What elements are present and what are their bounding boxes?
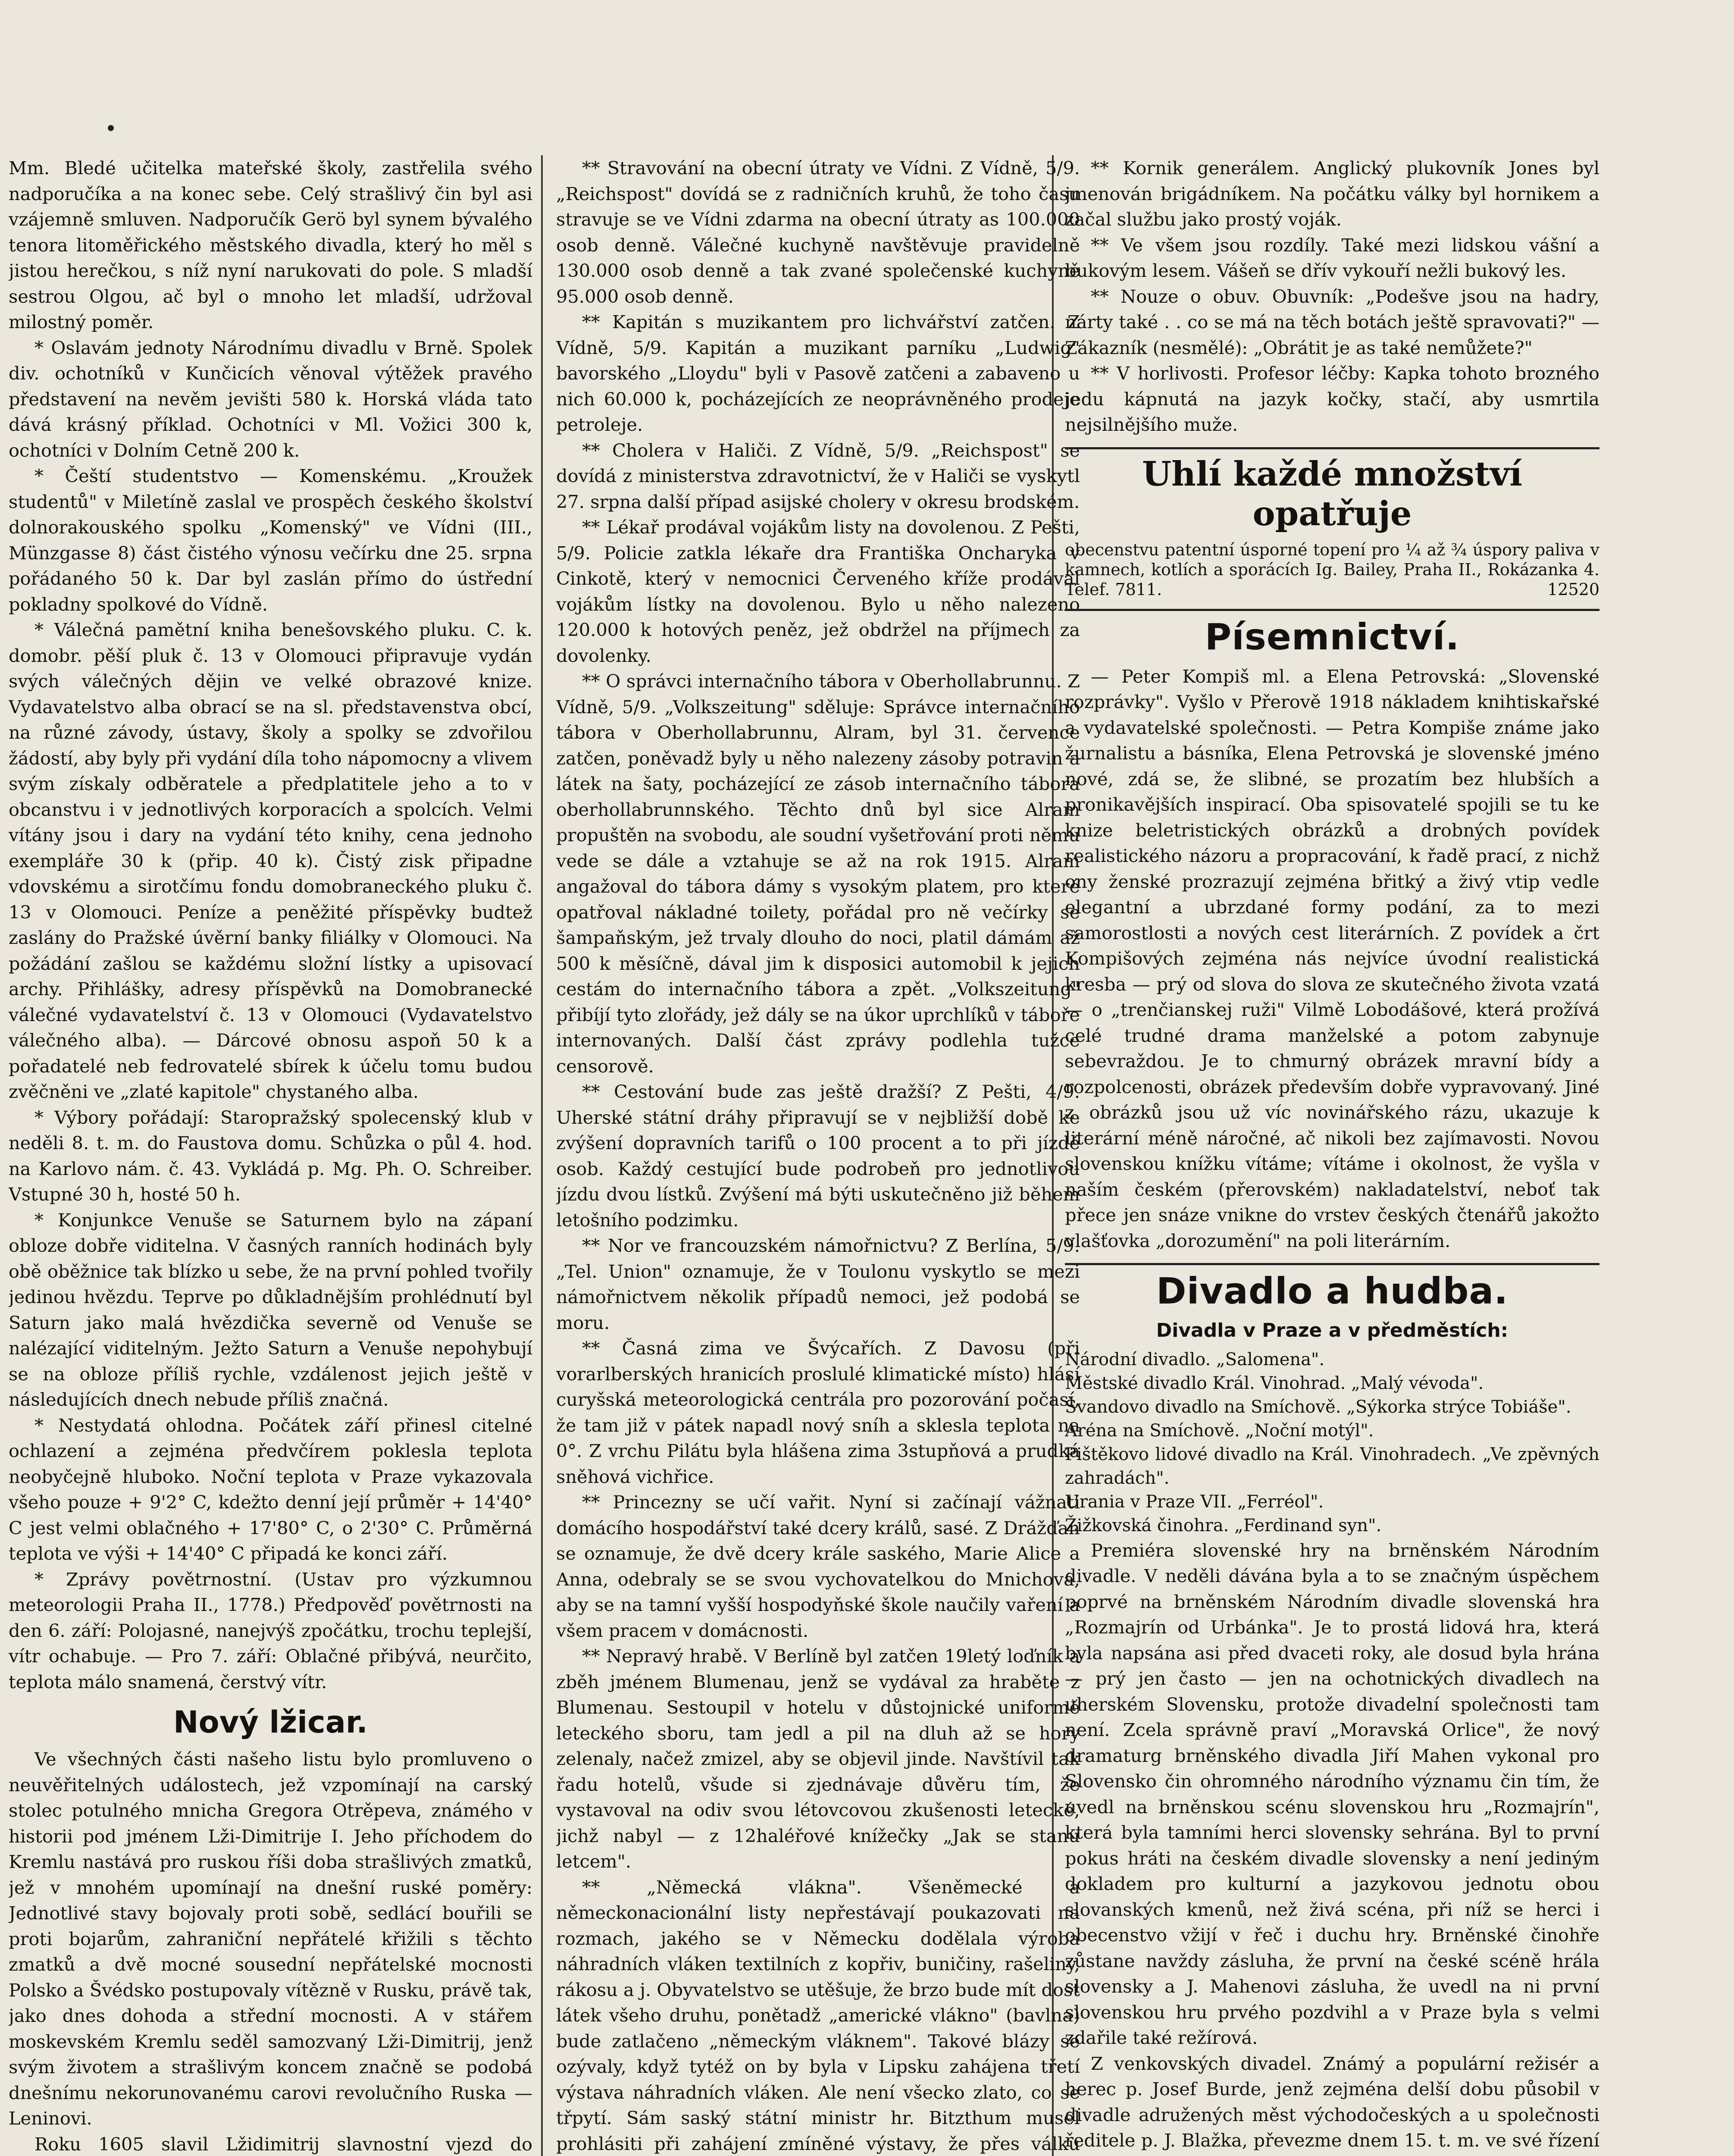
program-item: Urania v Praze VII. „Ferréol". bbox=[1065, 1492, 1324, 1512]
review-paragraph: — Peter Kompiš ml. a Elena Petrovská: „Slovenské rozprávky". Vyšlo v Přerově 1918 nákladem knihtiskařské a vydavatelské společnosti. — Petra Kompiše známe jako žurnalistu a básníka, Elena Petrovská je slovenské jméno nové, zdá se, že slibné, se prozatím bez hlubších a pronikavějších inspirací. Oba spisovatelé spojili se tu ke knize beletristických obrázků a drobných povídek realistického názoru a propracování, k řadě prací, z nichž ony ženské prozrazují zejména břitký a živý vtip vedle elegantní a ubrzdané formy podání, za to mezi samorostlosti a nových cest literárních. Z povídek a črt Kompišových zejména nás nejvíce úvodní realistická kresba — prý od slova do slova ze skutečného života vzatá — o „trenčianskej ruži" Vilmě Lobodášové, která prožívá celé trudné drama manželské a potom zabynuje sebevraždou. Je to chmurný obrázek mravní bídy a rozpolcenosti, obrázek především dobře vypravovaný. Jiné z obrázků jsou už víc novinářského rázu, ukazuje k literární méně náročné, ač nikoli bez zajímavosti. Novou slovenskou knížku vítáme; vítáme i okolnost, že vyšla v naším českém (přerovském) nakladatelství, neboť tak přece jen snáze vnikne do vrstev českých čtenářů jakožto vlašťovka „dorozumění" na poli literárním. bbox=[1065, 665, 1599, 1251]
news-item: * Nestydatá ohlodna. Počátek září přinesl citelné ochlazení a zejména předvčírem poklesla teplota neobyčejně hluboko. Noční teplota v Praze vykazovala všeho pouze + 9'2° C, kdežto denní její průměr + 14'40° C jest velmi oblačného + 17'80° C, o 2'30° C. Průměrná teplota ve výši + 14'40° C připadá ke konci září. bbox=[9, 1414, 532, 1564]
column-right bbox=[1065, 155, 1599, 2156]
news-item: ** O správci internačního tábora v Oberhollabrunnu. Z Vídně, 5/9. „Volkszeitung" sděluje: Správce internačního tábora v Oberhollabrunnu, Alram, byl 31. července zatčen, poněvadž byly u něho nalezeny zásoby potravin a látek na šaty, pocházející ze zásob internačního tábora oberhollabrunnského. Těchto dnů byl sice Alram propuštěn na svobodu, ale soudní vyšetřování proti němu vede se dále a vztahuje se až na rok 1915. Alram angažoval do tábora dámy s vysokým platem, pro které opatřoval nákladné toilety, pořádal pro ně večírky se šampaňským, jež trvaly dlouho do noci, platil dámám až 500 k měsíčně, dával jim k disposici automobil k jejich cestám do internačního tábora a zpět. „Volkszeitung" přibíjí tyto zlořády, jež dály se na úkor uprchlíků v táboře internovaných. Další část zprávy podlehla tužce censorově. bbox=[556, 671, 1080, 1077]
news-item: * Výbory pořádají: Staropražský spolecenský klub v neděli 8. t. m. do Faustova domu. Schůzka o půl 4. hod. na Karlovo nám. č. 43. Vykládá p. Mg. Ph. O. Schreiber. Vstupné 30 h, hosté 50 h. bbox=[9, 1106, 532, 1205]
article-paragraph: Roku 1605 slavil Lžidimitrij slavnostní vjezd do bbox=[34, 2133, 532, 2155]
news-item: ** Kornik generálem. Anglický plukovník Jones byl jmenován brigádníkem. Na počátku války byl hornikem a začal službu jako prostý voják. bbox=[1065, 157, 1599, 230]
news-item: ** Kapitán s muzikantem pro lichvářství zatčen. Z Vídně, 5/9. Kapitán a muzikant parníku „Ludwig" bavorského „Lloydu" byli v Pasově zatčeni a zabaveno u nich 60.000 k, pocházejících ze neoprávněného prodeje petroleje. bbox=[556, 311, 1080, 435]
news-item: * Válečná pamětní kniha benešovského pluku. C. k. domobr. pěší pluk č. 13 v Olomouci připravuje vydán svých válečných dějin ve velké obrazové knize. Vydavatelstvo alba obrací se na sl. představenstva obcí, na různé závody, ústavy, školy a spolky se zdvořilou žádostí, aby byly při vydání díla toho nápomocny a vlivem svým získaly odběratele a předplatitele jeho a to v obcanstvu i v jednotlivých korporacích a spolcích. Velmi vítány jsou i dary na vydání této knihy, cena jednoho exempláře 30 k (přip. 40 k). Čistý zisk připadne vdovskému a sirotčímu fondu domobraneckého pluku č. 13 v Olomouci. Peníze a peněžité příspěvky budtež zaslány do Pražské úvěrní banky filiálky v Olomouci. Na požádání zašlou se každému složní lístky a upisovací archy. Přihlášky, adresy příspěvků na Domobranecké válečné vydavatelství č. 13 v Olomouci (Vydavatelstvo válečného alba). — Dárcové obnosu aspoň 50 k a pořadatelé neb fedrovatelé sbírek k účelu tomu budou zvěčněni ve „zlaté kapitole" chystaného alba. bbox=[9, 619, 532, 1102]
program-item: Švandovo divadlo na Smíchově. „Sýkorka strýce Tobiáše". bbox=[1065, 1397, 1571, 1417]
column-middle bbox=[556, 155, 1080, 2156]
column-left bbox=[9, 155, 532, 2156]
news-item: ** Princezny se učí vařit. Nyní si začínají vážnati domácího hospodářství také dcery králů, sasé. Z Drážďan se oznamuje, že dvě dcery krále saského, Marie Alice a Anna, odebraly se se svou vychovatelkou do Mnichova, aby se na tamní vyšší hospodyňské škole naučily vaření a všem pracem v domácnosti. bbox=[556, 1492, 1080, 1641]
article-heading: Nový lžicar. bbox=[173, 1705, 368, 1740]
print-speck bbox=[108, 125, 114, 131]
program-item: Pištěkovo lidové divadlo na Král. Vinohradech. „Ve zpěvných zahradách". bbox=[1065, 1444, 1599, 1488]
advertisement-title: Uhlí každé množství opatřuje bbox=[1065, 447, 1599, 534]
news-item: ** Nepravý hrabě. V Berlíně byl zatčen 19letý loďník a zběh jménem Blumenau, jenž se vydával za hraběte z Blumenau. Sestoupil v hotelu v důstojnické uniformě leteckého sboru, tam jedl a pil na dluh až se hory zelenaly, načež zmizel, aby se objevil jinde. Navštívil tak řadu hotelů, všude si zjednávaje důvěru tím, že vystavoval na odiv svou létovcovou zkušenosti letecké, jichž nabyl — z 12haléřové knížečky „Jak se stanu letcem". bbox=[556, 1645, 1080, 1872]
program-item: Národní divadlo. „Salomena". bbox=[1065, 1349, 1325, 1369]
theatre-program bbox=[1065, 1348, 1599, 1538]
news-item: ** Nor ve francouzském námořnictvu? Z Berlína, 5/9. „Tel. Union" oznamuje, že v Toulonu vyskytlo se mezi námořnictvem několik případů nemoci, jež podobá se moru. bbox=[556, 1235, 1080, 1333]
advertisement-number: 12520 bbox=[1547, 580, 1599, 599]
article-paragraph: Ve všechných části našeho listu bylo promluveno o neuvěřitelných událostech, jež vzpomínají na carský stolec potulného mnicha Gregora Otrěpeva, známého v historii pod jménem Lži-Dimitrije I. Jeho příchodem do Kremlu nastává pro ruskou říši doba strašlivých zmatků, jež v mnohém upomínají na dnešní ruské poměry: Jednotlivé stavy bojovaly proti sobě, sedlácí bouřili se proti bojarům, zahraniční nepřátelé křižili s těchto zmatků a dvě mocné sousední nepřátelské mocnosti Polsko a Švédsko postupovaly vítězně v Rusku, právě tak, jako dnes dohoda a střední mocnosti. A v stářem moskevském Kremlu seděl samozvaný Lži-Dimitrij, jenž svým životem a strašlivým koncem značně se podobá dnešnímu nekorunovanému carovi revolučního Ruska — Leninovi. bbox=[9, 1749, 532, 2129]
news-item: * Čeští studentstvo — Komenskému. „Kroužek studentů" v Miletíně zaslal ve prospěch českého školství dolnorakouského spolku „Komenský" ve Vídni (III., Münzgasse 8) část čistého výnosu večírku dne 25. srpna pořádaného 50 k. Dar byl zaslán přímo do ústřední pokladny spolkové do Vídně. bbox=[9, 465, 532, 615]
news-item: ** Cholera v Haliči. Z Vídně, 5/9. „Reichspost" se dovídá z ministerstva zdravotnictví, že v Haliči se vyskytl 27. srpna další případ asijské cholery v okresu brodském. bbox=[556, 439, 1080, 512]
column-rule bbox=[541, 155, 543, 2156]
theatre-news: Premiéra slovenské hry na brněnském Národním divadle. V neděli dávána byla a to se značným úspěchem poprvé na brněnském Národním divadle slovenská hra „Rozmajrín od Urbánka". Je to prostá lidová hra, která byla napsána asi před dvaceti roky, ale dosud byla hrána — prý jen často — jen na ochotnických divadlech na uherském Slovensku, protože divadelní společnosti tam není. Zcela správně praví „Moravská Orlice", že nový dramaturg brněnského divadla Jiří Mahen vykonal pro Slovensko čin ohromného národního významu čin tím, že uvedl na brněnskou scénu slovenskou hru „Rozmajrín", která byla tamními herci slovensky sehrána. Byl to první pokus hráti na českém divadle slovensky a není jediným dokladem pro kulturní a jazykovou jednotu obou slovanských kmenů, než živá scéna, při níž se herci i obecenstvo vžijí v řeč i duchu hry. Brněnské činohře zůstane navždy zásluha, že první na české scéně hrála slovensky a J. Mahenovi zásluha, že uvedl na ni první slovenskou hru prvého pozdvihl a v Praze byla s velmi zdařile také režírová. bbox=[1065, 1539, 1599, 2048]
program-item: Žižkovská činohra. „Ferdinand syn". bbox=[1065, 1515, 1382, 1536]
theatre-news: Z venkovských divadel. Známý a populární režisér a herec p. Josef Burde, jenž zejména delší dobu působil v divadle adružených měst východočeských a u společnosti ředitele p. J. Blažka, převezme dnem 15. t. m. ve své řízení bbox=[1065, 2053, 1599, 2151]
news-item: ** V horlivosti. Profesor léčby: Kapka tohoto brozného jedu kápnutá na jazyk kočky, stačí, aby usmrtila nejsilnějšího muže. bbox=[1065, 363, 1599, 435]
news-item: Mm. Bledé učitelka mateřské školy, zastřelila svého nadporučíka a na konec sebe. Celý strašlivý čin byl asi vzájemně smluven. Nadporučík Gerö byl synem bývalého tenora litoměřického městského divadla, který ho měl s jistou herečkou, s níž nyní narukovati do pole. S mladší sestrou Olgou, ač byl o mnoho let mladší, udržoval milostný poměr. bbox=[9, 157, 532, 332]
news-item: ** Stravování na obecní útraty ve Vídni. Z Vídně, 5/9. „Reichspost" dovídá se z radničních kruhů, že toho času stravuje se ve Vídni zdarma na obecní útraty as 100.000 osob denně. Válečné kuchyně navštěvuje pravidelně 130.000 osob denně a tak zvané společenské kuchyně 95.000 osob denně. bbox=[556, 157, 1080, 307]
news-item: ** „Německá vlákna". Všeněmecké a německonacionální listy nepřestávají poukazovati na rozmach, jakého se v Německu dodělala výroba náhradních vláken textilních z kopřiv, buničiny, rašeliny, rákosu a j. Obyvatelstvo se utěšuje, že brzo bude mít dost látek všeho druhu, ponětadž „americké vlákno" (bavlna) bude zatlačeno „německým vláknem". Takové blázy se ozývaly, když tytéž on by byla v Lipsku zahájena třetí výstava náhradních vláken. Ale není všecko zlato, co se třpytí. Sám saský státní ministr hr. Bitzthum musel prohlásiti při zahájení zmíněné výstavy, že přes válku bbox=[556, 1876, 1080, 2154]
theatre-subheading: Divadla v Praze a v předměstích: bbox=[1156, 1319, 1509, 1341]
advertisement-body: obecenstvu patentní úsporné topení pro ¼ až ¾ úspory paliva v kamnech, kotlích a sporácích Ig. Bailey, Praha II., Rokázanka 4. Telef. 7811. bbox=[1065, 540, 1599, 599]
program-item: Aréna na Smíchově. „Noční motýl". bbox=[1065, 1420, 1374, 1441]
news-item: * Zprávy povětrnostní. (Ustav pro výzkumnou meteorologii Praha II., 1778.) Předpověď povětrnosti na den 6. září: Polojasné, nanejvýš zpočátku, trochu teplejší, vítr ochabuje. — Pro 7. září: Oblačné přibývá, neurčito, teplota málo snamená, čerstvý vítr. bbox=[9, 1568, 532, 1692]
news-item: ** Ve všem jsou rozdíly. Také mezi lidskou vášní a bukovým lesem. Vášeň se dřív vykouří nežli bukový les. bbox=[1065, 234, 1599, 281]
news-item: ** Cestování bude zas ještě dražší? Z Pešti, 4/9. Uherské státní dráhy připravují se v nejbližší době ke zvýšení dopravních tarifů o 100 procent a to při jízdě osob. Každý cestující bude podrobeň pro jednotlivou jízdu dvou lístků. Zvýšení má býti uskutečněno již během letošního podzimku. bbox=[556, 1081, 1080, 1231]
news-item: ** Časná zima ve Švýcařích. Z Davosu (při vorarlberských hranicích proslulé klimatické místo) hlásí curyšská meteorologická centrála pro pozorování počasí, že tam již v pátek napadl nový sníh a sklesla teplota na 0°. Z vrchu Pilátu byla hlášena zima 3stupňová a prudká sněhová vichřice. bbox=[556, 1338, 1080, 1487]
section-heading-theatre: Divadlo a hudba. bbox=[1065, 1263, 1599, 1312]
news-item: ** Lékař prodával vojákům listy na dovolenou. Z Pešti, 5/9. Policie zatkla lékaře dra Františka Oncharyka v Cinkotě, který v nemocnici Červeného kříže prodával vojákům lístky na dovolenou. Bylo u něho nalezeno 120.000 k hotových peněz, jež obdržel na příjmech za dovolenky. bbox=[556, 517, 1080, 666]
section-heading-literature: Písemnictví. bbox=[1065, 609, 1599, 658]
news-item: ** Nouze o obuv. Obuvník: „Podešve jsou na hadry, nárty také . . co se má na těch botách ještě spravovati?" — Zákazník (nesmělé): „Obrátit je as také nemůžete?" bbox=[1065, 285, 1599, 358]
news-item: * Konjunkce Venuše se Saturnem bylo na zápaní obloze dobře viditelna. V časných ranních hodinách byly obě oběžnice tak blízko u sebe, že na první pohled tvořily jedinou hvězdu. Teprve po důkladnějším prohlédnutí byl Saturn jako malá hvězdička severně od Venuše se nalézající viditelným. Ježto Saturn a Venuše nepohybují se na obloze příliš rychle, vzdálenost jejich ještě v následujících dnech nebude příliš značná. bbox=[9, 1209, 532, 1410]
news-item: * Oslavám jednoty Národnímu divadlu v Brně. Spolek div. ochotníků v Kunčicích věnoval výtěžek pravého představení na nevěm jevišti 580 k. Horská vláda tato dává krásný příklad. Ochotníci v Ml. Vožici 300 k, ochotníci v Dolním Cetně 200 k. bbox=[9, 337, 532, 461]
advertisement-text bbox=[1065, 540, 1599, 599]
program-item: Městské divadlo Král. Vinohrad. „Malý vévoda". bbox=[1065, 1373, 1484, 1393]
